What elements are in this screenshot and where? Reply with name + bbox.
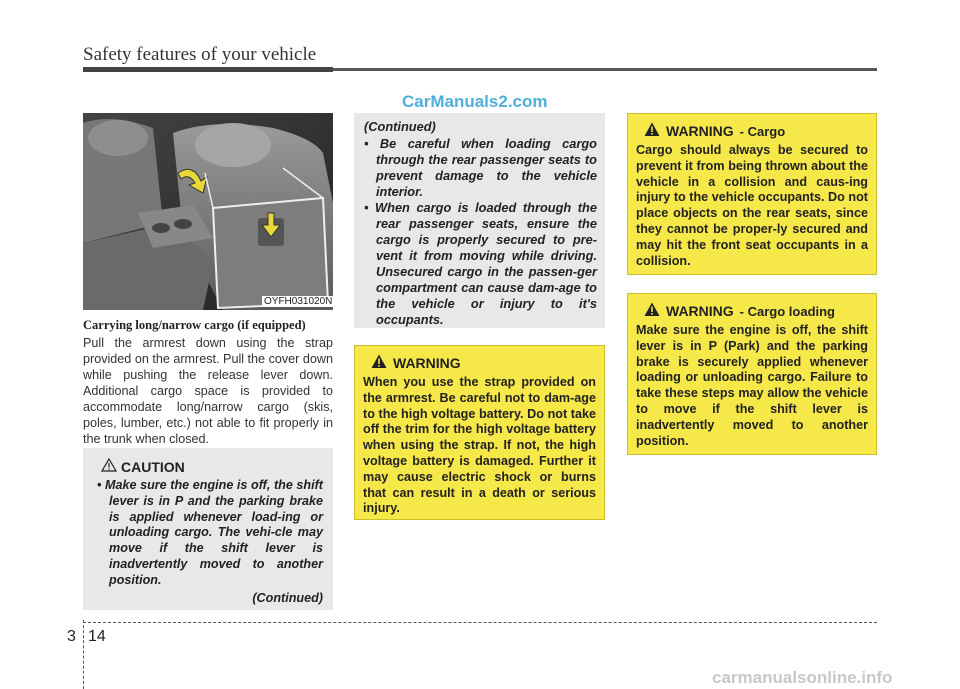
warning-title: WARNING bbox=[666, 303, 734, 319]
caution-continued: (Continued) bbox=[252, 590, 323, 605]
warning-triangle-icon bbox=[644, 302, 660, 320]
cargo-section-heading: Carrying long/narrow cargo (if equipped) bbox=[83, 318, 306, 332]
continued-item: • When cargo is loaded through the rear passenger seats, ensure the cargo is properly secured to pre-vent it from moving while driving. Unsecured cargo in the passen-ger compartment can cause dam-age to the vehicle or injury to it's occupants. bbox=[364, 200, 597, 327]
caution-box bbox=[83, 448, 333, 610]
continued-box bbox=[354, 113, 605, 328]
page-header-title: Safety features of your vehicle bbox=[83, 44, 317, 65]
chapter-number: 3 bbox=[67, 628, 76, 645]
page-number: 14 bbox=[88, 628, 106, 645]
footer-divider bbox=[83, 620, 84, 689]
warning-box-strap bbox=[354, 345, 605, 520]
header-rule-accent bbox=[83, 67, 333, 72]
warning-title-row bbox=[644, 122, 868, 140]
continued-list bbox=[364, 136, 597, 328]
footer-rule bbox=[83, 622, 877, 623]
warning-box-cargo bbox=[627, 113, 877, 275]
warning-triangle-icon bbox=[644, 122, 660, 140]
caution-title-row bbox=[101, 458, 323, 475]
watermark-top: CarManuals2.com bbox=[402, 92, 548, 111]
continued-item: • Be careful when loading cargo through the rear passenger seats to prevent damage to the vehicle interior. bbox=[364, 136, 597, 199]
caution-item: • Make sure the engine is off, the shift lever is in P and the parking brake is applied whenever load-ing or unloading cargo. The vehi-cle may move if the shift lever is inadvertently moved to another position. bbox=[97, 478, 323, 587]
warning-subtitle: - Cargo bbox=[739, 123, 786, 139]
cargo-section-body: Pull the armrest down using the strap provided on the armrest. Pull the cover down while pushing the release lever down. Additional cargo space is provided to accommodate long/narrow cargo (skis, poles, lumber, etc.) not able to fit properly in the trunk when closed. bbox=[83, 336, 333, 446]
rear-seat-illustration bbox=[83, 113, 333, 310]
warning-title: WARNING bbox=[393, 355, 461, 371]
caution-list bbox=[97, 478, 323, 589]
photo-code: OYFH031020N bbox=[264, 296, 333, 307]
warning-body: When you use the strap provided on the armrest. Be careful not to dam-age to the high voltage battery. Do not take off the trim for the high voltage battery when using the strap. If not, the high voltage battery is damaged. Further it may cause electric shock or burns that can result in a death or serious injury. bbox=[363, 375, 596, 516]
warning-triangle-icon bbox=[371, 354, 387, 372]
caution-triangle-icon bbox=[101, 458, 117, 475]
warning-title-row bbox=[644, 302, 868, 320]
warning-body: Make sure the engine is off, the shift lever is in P (Park) and the parking brake is securely applied whenever loading or unloading cargo. Failure to take these steps may allow the vehicle to move if the shift lever is inadvertently moved to another position. bbox=[636, 323, 868, 448]
warning-body: Cargo should always be secured to prevent it from being thrown about the vehicle in a collision and caus-ing injury to the vehicle occupants. Do not place objects on the rear seats, since they cannot be proper-ly secured and may hit the front seat occupants in a collision. bbox=[636, 143, 868, 268]
warning-title-row bbox=[371, 354, 596, 372]
warning-subtitle: - Cargo loading bbox=[739, 303, 836, 319]
caution-title: CAUTION bbox=[121, 458, 185, 475]
watermark-bottom: carmanualsonline.info bbox=[712, 668, 893, 687]
rear-seat-photo bbox=[83, 113, 333, 310]
continued-head: (Continued) bbox=[364, 119, 436, 134]
warning-box-cargo-loading bbox=[627, 293, 877, 455]
warning-title: WARNING bbox=[666, 123, 734, 139]
